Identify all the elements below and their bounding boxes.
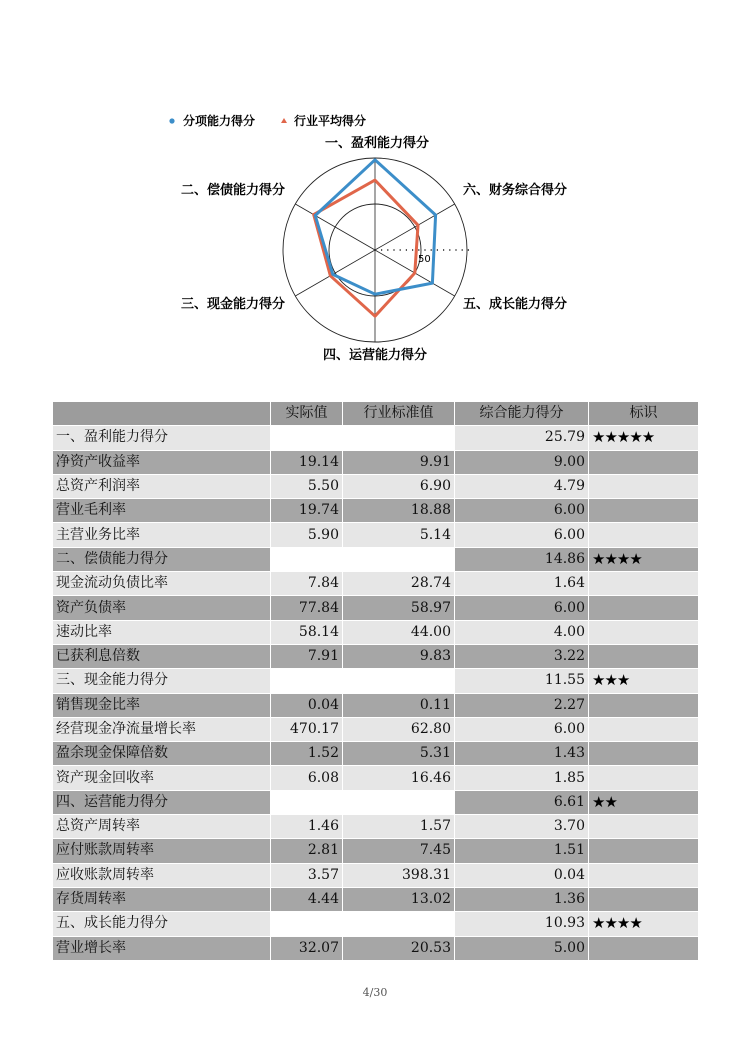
radar-spoke bbox=[295, 204, 375, 250]
section-row bbox=[53, 426, 699, 450]
row-standard bbox=[343, 912, 455, 936]
row-actual: 7.91 bbox=[271, 644, 343, 668]
row-standard: 398.31 bbox=[343, 863, 455, 887]
row-actual: 32.07 bbox=[271, 936, 343, 960]
row-mark bbox=[589, 815, 699, 839]
row-mark bbox=[589, 644, 699, 668]
row-mark bbox=[589, 572, 699, 596]
row-score: 1.43 bbox=[455, 742, 589, 766]
row-actual: 5.50 bbox=[271, 474, 343, 498]
row-name: 经营现金净流量增长率 bbox=[53, 717, 271, 741]
row-score: 1.36 bbox=[455, 887, 589, 911]
row-name: 应付账款周转率 bbox=[53, 839, 271, 863]
table-row bbox=[53, 450, 699, 474]
row-mark bbox=[589, 742, 699, 766]
header-name bbox=[53, 402, 271, 426]
axis-label-4: 四、运营能力得分 bbox=[322, 348, 428, 363]
header-score: 综合能力得分 bbox=[455, 402, 589, 426]
radar-scale-label: 50 bbox=[418, 254, 431, 265]
table-row bbox=[53, 742, 699, 766]
row-score: 4.79 bbox=[455, 474, 589, 498]
row-standard: 5.31 bbox=[343, 742, 455, 766]
row-actual bbox=[271, 547, 343, 571]
row-score: 6.00 bbox=[455, 523, 589, 547]
row-actual: 58.14 bbox=[271, 620, 343, 644]
table-row bbox=[53, 499, 699, 523]
legend-label-series-2: 行业平均得分 bbox=[294, 114, 367, 128]
row-mark: ★★ bbox=[589, 790, 699, 814]
row-standard: 16.46 bbox=[343, 766, 455, 790]
row-mark: ★★★★★ bbox=[589, 426, 699, 450]
row-standard: 5.14 bbox=[343, 523, 455, 547]
row-standard: 1.57 bbox=[343, 815, 455, 839]
row-actual: 77.84 bbox=[271, 596, 343, 620]
row-name: 资产负债率 bbox=[53, 596, 271, 620]
row-standard: 9.91 bbox=[343, 450, 455, 474]
row-mark bbox=[589, 863, 699, 887]
row-name: 资产现金回收率 bbox=[53, 766, 271, 790]
row-name: 存货周转率 bbox=[53, 887, 271, 911]
row-score: 3.22 bbox=[455, 644, 589, 668]
row-actual: 1.46 bbox=[271, 815, 343, 839]
header-mark: 标识 bbox=[589, 402, 699, 426]
legend bbox=[169, 113, 366, 128]
row-standard bbox=[343, 669, 455, 693]
row-actual bbox=[271, 669, 343, 693]
row-name: 净资产收益率 bbox=[53, 450, 271, 474]
row-mark bbox=[589, 936, 699, 960]
row-score: 5.00 bbox=[455, 936, 589, 960]
row-mark bbox=[589, 474, 699, 498]
legend-marker-series-2 bbox=[281, 118, 287, 123]
row-name: 盈余现金保障倍数 bbox=[53, 742, 271, 766]
table-row bbox=[53, 717, 699, 741]
row-standard: 20.53 bbox=[343, 936, 455, 960]
row-mark bbox=[589, 450, 699, 474]
row-score: 25.79 bbox=[455, 426, 589, 450]
row-score: 4.00 bbox=[455, 620, 589, 644]
score-table bbox=[52, 401, 699, 961]
axis-label-3: 五、成长能力得分 bbox=[463, 297, 568, 312]
row-actual: 470.17 bbox=[271, 717, 343, 741]
section-row bbox=[53, 547, 699, 571]
row-score: 6.00 bbox=[455, 596, 589, 620]
row-name: 三、现金能力得分 bbox=[53, 669, 271, 693]
row-name: 主营业务比率 bbox=[53, 523, 271, 547]
axis-label-1: 一、盈利能力得分 bbox=[324, 136, 430, 151]
radar-svg bbox=[150, 105, 600, 375]
row-actual: 1.52 bbox=[271, 742, 343, 766]
radar-chart bbox=[150, 105, 600, 375]
row-score: 0.04 bbox=[455, 863, 589, 887]
row-actual bbox=[271, 912, 343, 936]
row-actual: 19.74 bbox=[271, 499, 343, 523]
axis-label-6: 二、偿债能力得分 bbox=[180, 183, 285, 198]
row-name: 已获利息倍数 bbox=[53, 644, 271, 668]
table-row bbox=[53, 936, 699, 960]
table-row bbox=[53, 572, 699, 596]
row-mark bbox=[589, 523, 699, 547]
row-name: 现金流动负债比率 bbox=[53, 572, 271, 596]
row-actual: 3.57 bbox=[271, 863, 343, 887]
row-mark bbox=[589, 499, 699, 523]
row-mark: ★★★★ bbox=[589, 912, 699, 936]
row-mark bbox=[589, 839, 699, 863]
row-score: 2.27 bbox=[455, 693, 589, 717]
table-row bbox=[53, 815, 699, 839]
row-standard bbox=[343, 790, 455, 814]
row-score: 1.51 bbox=[455, 839, 589, 863]
table-row bbox=[53, 693, 699, 717]
axis-label-2: 六、财务综合得分 bbox=[463, 183, 568, 198]
radar-spoke bbox=[375, 204, 455, 250]
header-actual: 实际值 bbox=[271, 402, 343, 426]
row-actual bbox=[271, 426, 343, 450]
table-header-row bbox=[53, 402, 699, 426]
row-name: 二、偿债能力得分 bbox=[53, 547, 271, 571]
legend-marker-series-1 bbox=[169, 118, 174, 123]
row-standard: 62.80 bbox=[343, 717, 455, 741]
row-standard: 18.88 bbox=[343, 499, 455, 523]
row-score: 14.86 bbox=[455, 547, 589, 571]
row-standard: 9.83 bbox=[343, 644, 455, 668]
table-row bbox=[53, 887, 699, 911]
table-row bbox=[53, 839, 699, 863]
section-row bbox=[53, 669, 699, 693]
row-mark bbox=[589, 887, 699, 911]
row-score: 11.55 bbox=[455, 669, 589, 693]
row-name: 营业毛利率 bbox=[53, 499, 271, 523]
row-actual: 7.84 bbox=[271, 572, 343, 596]
row-mark bbox=[589, 766, 699, 790]
row-standard: 28.74 bbox=[343, 572, 455, 596]
row-mark bbox=[589, 717, 699, 741]
row-actual: 4.44 bbox=[271, 887, 343, 911]
row-standard: 6.90 bbox=[343, 474, 455, 498]
row-standard: 7.45 bbox=[343, 839, 455, 863]
row-name: 总资产利润率 bbox=[53, 474, 271, 498]
row-standard: 0.11 bbox=[343, 693, 455, 717]
row-name: 营业增长率 bbox=[53, 936, 271, 960]
table-row bbox=[53, 596, 699, 620]
row-standard: 13.02 bbox=[343, 887, 455, 911]
table-row bbox=[53, 766, 699, 790]
row-mark bbox=[589, 620, 699, 644]
row-actual: 6.08 bbox=[271, 766, 343, 790]
row-score: 1.64 bbox=[455, 572, 589, 596]
table-body bbox=[53, 426, 699, 961]
table-row bbox=[53, 863, 699, 887]
row-mark: ★★★ bbox=[589, 669, 699, 693]
row-standard: 44.00 bbox=[343, 620, 455, 644]
row-name: 五、成长能力得分 bbox=[53, 912, 271, 936]
table-row bbox=[53, 644, 699, 668]
row-actual: 5.90 bbox=[271, 523, 343, 547]
row-name: 一、盈利能力得分 bbox=[53, 426, 271, 450]
table-row bbox=[53, 523, 699, 547]
row-actual: 2.81 bbox=[271, 839, 343, 863]
row-mark bbox=[589, 596, 699, 620]
header-standard: 行业标准值 bbox=[343, 402, 455, 426]
row-name: 销售现金比率 bbox=[53, 693, 271, 717]
table-row bbox=[53, 474, 699, 498]
row-name: 应收账款周转率 bbox=[53, 863, 271, 887]
row-standard: 58.97 bbox=[343, 596, 455, 620]
row-score: 1.85 bbox=[455, 766, 589, 790]
row-score: 6.61 bbox=[455, 790, 589, 814]
section-row bbox=[53, 912, 699, 936]
section-row bbox=[53, 790, 699, 814]
row-score: 10.93 bbox=[455, 912, 589, 936]
row-score: 6.00 bbox=[455, 499, 589, 523]
row-score: 3.70 bbox=[455, 815, 589, 839]
row-name: 四、运营能力得分 bbox=[53, 790, 271, 814]
page-number: 4/30 bbox=[362, 986, 388, 999]
row-score: 6.00 bbox=[455, 717, 589, 741]
row-actual bbox=[271, 790, 343, 814]
row-standard bbox=[343, 547, 455, 571]
row-mark bbox=[589, 693, 699, 717]
row-actual: 19.14 bbox=[271, 450, 343, 474]
axis-label-5: 三、现金能力得分 bbox=[180, 297, 285, 312]
row-standard bbox=[343, 426, 455, 450]
row-mark: ★★★★ bbox=[589, 547, 699, 571]
row-name: 总资产周转率 bbox=[53, 815, 271, 839]
row-name: 速动比率 bbox=[53, 620, 271, 644]
legend-label-series-1: 分项能力得分 bbox=[183, 114, 256, 128]
row-actual: 0.04 bbox=[271, 693, 343, 717]
table-row bbox=[53, 620, 699, 644]
row-score: 9.00 bbox=[455, 450, 589, 474]
